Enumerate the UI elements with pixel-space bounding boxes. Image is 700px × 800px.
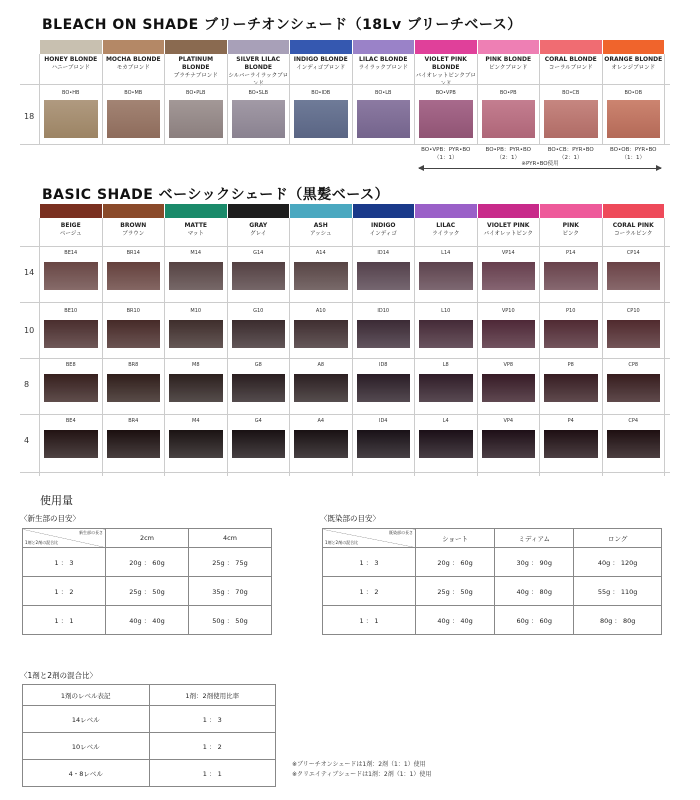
hair-swatch xyxy=(482,320,536,348)
shade-name-en: MOCHA BLONDE xyxy=(105,56,161,63)
hair-swatch xyxy=(169,320,223,348)
amount-cell: 55g ： 110g xyxy=(574,577,662,606)
shade-name-en: CORAL PINK xyxy=(612,222,654,229)
shade-color-bar xyxy=(165,204,227,218)
grid-divider xyxy=(164,218,165,476)
hair-swatch xyxy=(357,262,411,290)
table-row xyxy=(23,577,272,606)
shade-code: L4 xyxy=(442,418,449,424)
grid-divider xyxy=(352,218,353,476)
hair-swatch xyxy=(107,430,161,458)
grid-divider xyxy=(39,218,40,476)
amount-cell: 25g ： 50g xyxy=(106,577,189,606)
shade-color-bar xyxy=(603,40,665,54)
shade-color-bar xyxy=(103,40,165,54)
table-row xyxy=(23,706,276,733)
shade-code: BO•SLB xyxy=(248,90,269,96)
hair-swatch xyxy=(357,320,411,348)
shade-name-ja: コーラルピンク xyxy=(614,231,653,237)
hair-swatch xyxy=(544,430,598,458)
hair-swatch xyxy=(294,430,348,458)
level-cell: 10レベル xyxy=(23,733,150,760)
shade-header xyxy=(103,222,165,238)
shade-code: G14 xyxy=(253,250,264,256)
table-row xyxy=(23,760,276,787)
shade-name-en: HONEY BLONDE xyxy=(44,56,98,63)
shade-code: VP10 xyxy=(501,308,515,314)
amount-cell: 40g ： 40g xyxy=(106,606,189,635)
hair-swatch xyxy=(357,430,411,458)
shade-color-bar xyxy=(40,40,102,54)
shade-header xyxy=(603,56,665,72)
shade-name-ja: ブラウン xyxy=(122,231,145,237)
shade-name-ja: バイオレットピンク xyxy=(483,231,533,237)
shade-code: G4 xyxy=(254,418,262,424)
table-row xyxy=(323,606,662,635)
amount-cell: 50g ： 50g xyxy=(189,606,272,635)
shade-code: M10 xyxy=(190,308,202,314)
level-label: 8 xyxy=(24,380,30,389)
shade-name-en: PINK BLONDE xyxy=(485,56,532,63)
grid-divider xyxy=(20,246,670,247)
corner-header xyxy=(323,529,416,548)
basic-section-title: BASIC SHADE ベーシックシェード（黒髪ベース） xyxy=(42,187,390,203)
shade-name-ja: インディゴ xyxy=(369,231,397,237)
pyr-note-text: ※PYR•BO使用 xyxy=(518,161,561,167)
amount-cell: 25g ： 75g xyxy=(189,548,272,577)
table-row xyxy=(23,548,272,577)
level-label: 4 xyxy=(24,436,30,445)
shade-code: L14 xyxy=(441,250,451,256)
mix-note: ※クリエイティブシェードは1剤：2剤（1：1）使用 xyxy=(292,771,432,778)
hair-swatch xyxy=(44,100,98,138)
shade-name-ja: オレンジブロンド xyxy=(611,65,656,71)
shade-color-bar xyxy=(103,204,165,218)
pyr-arrow xyxy=(419,168,661,169)
level-label: 14 xyxy=(24,268,35,277)
hair-swatch xyxy=(607,100,661,138)
shade-name-ja: ライラック xyxy=(432,231,460,237)
shade-code: ID10 xyxy=(377,308,390,314)
shade-name-ja: アッシュ xyxy=(309,231,332,237)
level-label: 10 xyxy=(24,326,35,335)
hair-swatch xyxy=(107,100,161,138)
shade-header xyxy=(353,222,415,238)
grid-divider xyxy=(20,414,670,415)
shade-name-en: LILAC xyxy=(436,222,456,229)
hair-swatch xyxy=(294,262,348,290)
hair-swatch xyxy=(294,320,348,348)
amount-cell: 25g ： 50g xyxy=(416,577,495,606)
shade-code: BE8 xyxy=(65,362,76,368)
shade-code: A4 xyxy=(317,418,325,424)
shade-code: BR4 xyxy=(128,418,139,424)
mix-title: 〈1剤と2剤の混合比〉 xyxy=(20,671,98,680)
level-label: 18 xyxy=(24,112,35,121)
table-row xyxy=(23,606,272,635)
shade-code: CP10 xyxy=(626,308,640,314)
shade-color-bar xyxy=(540,40,602,54)
shade-code: BE10 xyxy=(64,308,78,314)
corner-top-label: 新生部の長さ xyxy=(79,530,103,535)
hair-swatch xyxy=(169,100,223,138)
hair-swatch xyxy=(107,374,161,402)
grid-divider xyxy=(477,218,478,476)
corner-bottom-label: 1剤と2剤の混合比 xyxy=(25,540,59,545)
hair-swatch xyxy=(482,374,536,402)
shade-code: VP8 xyxy=(503,362,514,368)
shade-header xyxy=(478,56,540,72)
grid-divider xyxy=(414,218,415,476)
shade-code: BR8 xyxy=(128,362,139,368)
hair-swatch xyxy=(232,100,286,138)
hair-swatch xyxy=(419,320,473,348)
hair-swatch xyxy=(419,374,473,402)
shade-color-bar xyxy=(228,204,290,218)
mix-ratio-table xyxy=(22,684,276,787)
hair-swatch xyxy=(294,100,348,138)
shade-color-bar xyxy=(540,204,602,218)
shade-code: ID8 xyxy=(378,362,388,368)
shade-code: BO•MB xyxy=(124,90,143,96)
hair-swatch xyxy=(232,374,286,402)
shade-color-bar xyxy=(228,40,290,54)
shade-code: A8 xyxy=(317,362,325,368)
ratio-cell: 1 ： 3 xyxy=(149,706,276,733)
shade-name-en: PLATINUM BLONDE xyxy=(178,56,214,71)
shade-color-bar xyxy=(478,204,540,218)
shade-name-en: ORANGE BLONDE xyxy=(604,56,663,63)
shade-color-bar xyxy=(415,204,477,218)
pyr-note xyxy=(419,160,661,168)
grid-divider xyxy=(20,84,670,85)
shade-header xyxy=(353,56,415,72)
corner-bottom-label: 1剤と2剤の混合比 xyxy=(325,540,359,545)
mix-note: BO•VPB：PYR•BO （1：1） xyxy=(421,147,471,161)
grid-divider xyxy=(39,54,40,144)
shade-code: G8 xyxy=(254,362,262,368)
shade-code: L10 xyxy=(441,308,451,314)
shade-color-bar xyxy=(165,40,227,54)
shade-name-ja: ベージュ xyxy=(59,231,82,237)
shade-color-bar xyxy=(415,40,477,54)
shade-color-bar xyxy=(353,204,415,218)
shade-code: BO•VPB xyxy=(435,90,456,96)
shade-header xyxy=(165,56,227,80)
shade-name-ja: バイオレットピンクブロ xyxy=(415,73,476,79)
grid-divider xyxy=(289,54,290,144)
amount-cell: 20g ： 60g xyxy=(106,548,189,577)
grid-divider xyxy=(20,358,670,359)
hair-swatch xyxy=(607,430,661,458)
grid-divider xyxy=(602,54,603,144)
amount-cell: 60g ： 60g xyxy=(495,606,574,635)
grid-divider xyxy=(414,54,415,144)
new-growth-title: 〈新生部の目安〉 xyxy=(20,514,80,523)
mix-note: ※ブリーチオンシェードは1剤：2剤（1：1）使用 xyxy=(292,761,426,768)
shade-color-bar xyxy=(290,40,352,54)
shade-code: P14 xyxy=(566,250,576,256)
shade-color-bar xyxy=(353,40,415,54)
shade-name-en: BROWN xyxy=(120,222,147,229)
shade-header xyxy=(165,222,227,238)
ratio-cell: 1 ： 1 xyxy=(323,606,416,635)
shade-name-ja: ハニーブロンド xyxy=(51,65,90,71)
amount-cell: 40g ： 40g xyxy=(416,606,495,635)
shade-code: BO•IDB xyxy=(311,90,331,96)
table-row xyxy=(23,733,276,760)
shade-code: BR10 xyxy=(126,308,140,314)
grid-divider xyxy=(539,218,540,476)
hair-swatch xyxy=(482,262,536,290)
grid-divider xyxy=(664,54,665,144)
grid-divider xyxy=(477,54,478,144)
shade-color-bar xyxy=(478,40,540,54)
shade-code: M8 xyxy=(192,362,200,368)
hair-swatch xyxy=(544,374,598,402)
shade-name-ja: ピンクブロンド xyxy=(489,65,528,71)
full-title: 〈既染部の目安〉 xyxy=(320,514,380,523)
grid-divider xyxy=(102,54,103,144)
shade-header xyxy=(540,222,602,238)
shade-header xyxy=(103,56,165,72)
shade-code: P4 xyxy=(567,418,574,424)
shade-header xyxy=(478,222,540,238)
corner-header xyxy=(23,529,106,548)
hair-swatch xyxy=(44,320,98,348)
hair-swatch xyxy=(607,374,661,402)
shade-code: BE4 xyxy=(65,418,76,424)
shade-name-ja: ピンク xyxy=(562,231,579,237)
hair-swatch xyxy=(482,430,536,458)
hair-swatch xyxy=(232,320,286,348)
grid-divider xyxy=(289,218,290,476)
hair-swatch xyxy=(169,262,223,290)
hair-swatch xyxy=(419,430,473,458)
shade-code: CP14 xyxy=(626,250,640,256)
hair-swatch xyxy=(169,374,223,402)
shade-code: P10 xyxy=(566,308,576,314)
shade-name-en: SILVER LILAC BLONDE xyxy=(236,56,281,71)
shade-name-en: INDIGO BLONDE xyxy=(293,56,348,63)
shade-code: M14 xyxy=(190,250,202,256)
hair-swatch xyxy=(44,430,98,458)
shade-code: G10 xyxy=(253,308,264,314)
column-header: ミディアム xyxy=(495,529,574,548)
hair-swatch xyxy=(357,374,411,402)
hair-swatch xyxy=(357,100,411,138)
hair-swatch xyxy=(482,100,536,138)
shade-code: BO•HB xyxy=(62,90,80,96)
shade-code: ID14 xyxy=(377,250,390,256)
shade-code: M4 xyxy=(192,418,200,424)
table-row xyxy=(323,577,662,606)
grid-divider xyxy=(164,54,165,144)
shade-color-bar xyxy=(290,204,352,218)
shade-code: A10 xyxy=(315,308,326,314)
bleach-section-title: BLEACH ON SHADE ブリーチオンシェード（18Lv ブリーチベース） xyxy=(42,17,522,33)
grid-divider xyxy=(20,144,670,145)
hair-swatch xyxy=(544,320,598,348)
corner-top-label: 既染部の長さ xyxy=(389,530,413,535)
hair-swatch xyxy=(544,100,598,138)
hair-swatch xyxy=(294,374,348,402)
hair-swatch xyxy=(107,320,161,348)
shade-header xyxy=(540,56,602,72)
shade-name-en: VIOLET PINK BLONDE xyxy=(424,56,467,71)
column-header: 1剤のレベル表記 xyxy=(23,685,150,706)
shade-code: BO•CB xyxy=(562,90,580,96)
level-cell: 4・8レベル xyxy=(23,760,150,787)
hair-swatch xyxy=(544,262,598,290)
shade-code: VP14 xyxy=(501,250,515,256)
shade-color-bar xyxy=(603,204,665,218)
full-table xyxy=(322,528,662,635)
hair-swatch xyxy=(107,262,161,290)
shade-code: BO•OB xyxy=(624,90,643,96)
column-header: ショート xyxy=(416,529,495,548)
column-header: 1剤：2剤使用比率 xyxy=(149,685,276,706)
shade-code: BO•LB xyxy=(375,90,392,96)
ratio-cell: 1 ： 2 xyxy=(149,733,276,760)
shade-header xyxy=(415,222,477,238)
hair-swatch xyxy=(607,262,661,290)
shade-name-ja: シルバーライラックブロ xyxy=(228,73,289,79)
ratio-cell: 1 ： 1 xyxy=(23,606,106,635)
level-cell: 14レベル xyxy=(23,706,150,733)
new-growth-table xyxy=(22,528,272,635)
ratio-cell: 1 ： 1 xyxy=(149,760,276,787)
hair-swatch xyxy=(169,430,223,458)
mix-notes xyxy=(292,760,431,780)
grid-divider xyxy=(20,472,670,473)
hair-swatch xyxy=(607,320,661,348)
mix-note: BO•PB：PYR•BO （2：1） xyxy=(485,147,531,161)
shade-name-ja: マット xyxy=(187,231,204,237)
shade-name-en: GRAY xyxy=(249,222,268,229)
grid-divider xyxy=(227,54,228,144)
shade-code: BE14 xyxy=(64,250,78,256)
grid-divider xyxy=(539,54,540,144)
shade-code: L8 xyxy=(442,362,449,368)
shade-header xyxy=(228,222,290,238)
amount-cell: 30g ： 90g xyxy=(495,548,574,577)
shade-header xyxy=(40,56,102,72)
amount-cell: 35g ： 70g xyxy=(189,577,272,606)
shade-name-en: MATTE xyxy=(184,222,208,229)
grid-divider xyxy=(602,218,603,476)
table-row xyxy=(323,548,662,577)
shade-name-ja: プラチナブロンド xyxy=(173,73,218,79)
shade-code: BR14 xyxy=(126,250,140,256)
shade-name-en: LILAC BLONDE xyxy=(359,56,408,63)
shade-header xyxy=(290,56,352,72)
amount-cell: 20g ： 60g xyxy=(416,548,495,577)
shade-code: VP4 xyxy=(503,418,514,424)
amount-cell: 80g ： 80g xyxy=(574,606,662,635)
usage-title: 使用量 xyxy=(40,494,73,507)
column-header: ロング xyxy=(574,529,662,548)
hair-swatch xyxy=(232,262,286,290)
shade-code: P8 xyxy=(567,362,574,368)
mix-note: BO•CB：PYR•BO （2：1） xyxy=(547,147,594,161)
column-header: 4cm xyxy=(189,529,272,548)
hair-swatch xyxy=(232,430,286,458)
shade-name-ja: ライラックブロンド xyxy=(358,65,408,71)
grid-divider xyxy=(664,218,665,476)
ratio-cell: 1 ： 3 xyxy=(323,548,416,577)
shade-name-en: VIOLET PINK xyxy=(487,222,530,229)
shade-color-bar xyxy=(40,204,102,218)
shade-header xyxy=(40,222,102,238)
shade-code: BO•PLB xyxy=(186,90,206,96)
grid-divider xyxy=(352,54,353,144)
ratio-cell: 1 ： 3 xyxy=(23,548,106,577)
shade-name-en: PINK xyxy=(562,222,579,229)
shade-name-ja: グレイ xyxy=(250,231,267,237)
shade-name-ja: コーラルブロンド xyxy=(548,65,593,71)
shade-name-en: BEIGE xyxy=(60,222,81,229)
ratio-cell: 1 ： 2 xyxy=(23,577,106,606)
column-header: 2cm xyxy=(106,529,189,548)
shade-header xyxy=(603,222,665,238)
shade-code: ID4 xyxy=(378,418,388,424)
grid-divider xyxy=(227,218,228,476)
shade-code: CP4 xyxy=(628,418,639,424)
shade-code: CP8 xyxy=(628,362,639,368)
shade-code: BO•PB xyxy=(499,90,517,96)
hair-swatch xyxy=(44,262,98,290)
amount-cell: 40g ： 120g xyxy=(574,548,662,577)
grid-divider xyxy=(20,302,670,303)
ratio-cell: 1 ： 2 xyxy=(323,577,416,606)
shade-name-ja: モカブロンド xyxy=(116,65,150,71)
shade-name-ja: インディゴブロンド xyxy=(296,65,346,71)
shade-name-en: ASH xyxy=(313,222,328,229)
hair-swatch xyxy=(419,100,473,138)
hair-swatch xyxy=(419,262,473,290)
shade-name-en: INDIGO xyxy=(371,222,396,229)
grid-divider xyxy=(102,218,103,476)
hair-swatch xyxy=(44,374,98,402)
shade-header xyxy=(290,222,352,238)
mix-note: BO•OB：PYR•BO （1：1） xyxy=(610,147,657,161)
shade-name-en: CORAL BLONDE xyxy=(544,56,597,63)
amount-cell: 40g ： 80g xyxy=(495,577,574,606)
shade-code: A14 xyxy=(315,250,326,256)
